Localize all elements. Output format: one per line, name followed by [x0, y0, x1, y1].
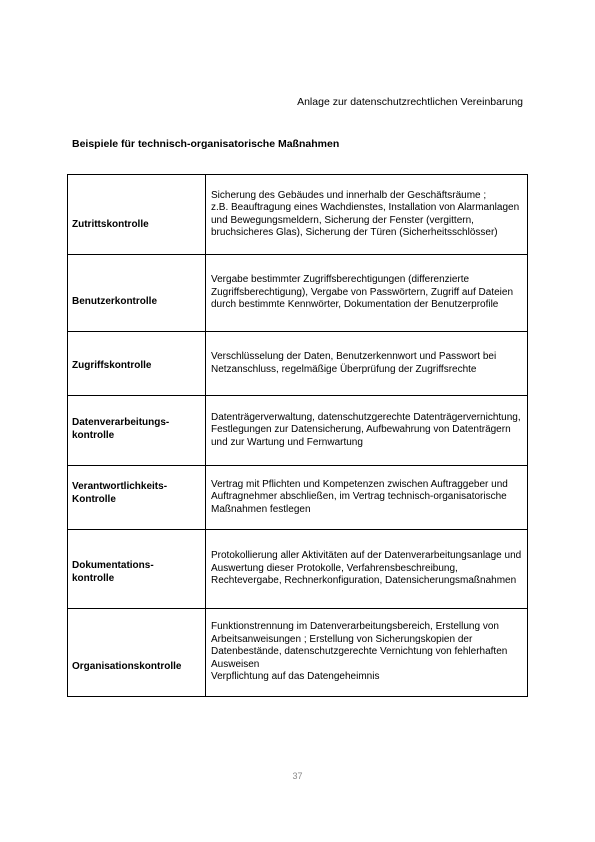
measure-description: Sicherung des Gebäudes und innerhalb der Geschäftsräume ; z.B. Beauftragung eines Wachdienstes, Installation von Alarmanlagen und Bewegungsmeldern, Sicherung der Fenster (vergittern, bruchsicheres Glas), Sicherung der Türen (Sicherheitsschlösser) [206, 175, 528, 255]
table-row [68, 396, 528, 466]
measure-description: Verschlüsselung der Daten, Benutzerkennwort und Passwort bei Netzanschluss, regelmäßige Überprüfung der Zugriffsrechte [206, 332, 528, 396]
measure-label: Benutzerkontrolle [68, 255, 206, 332]
measure-label: Datenverarbeitungs- kontrolle [68, 396, 206, 466]
table-row [68, 530, 528, 609]
measure-label: Verantwortlichkeits- Kontrolle [68, 466, 206, 530]
measure-label: Dokumentations- kontrolle [68, 530, 206, 609]
measure-label: Zugriffskontrolle [68, 332, 206, 396]
page-number: 37 [292, 771, 303, 781]
table-row [68, 609, 528, 697]
measure-label: Organisationskontrolle [68, 609, 206, 697]
section-heading: Beispiele für technisch-organisatorische Maßnahmen [72, 138, 340, 150]
measure-description: Vertrag mit Pflichten und Kompetenzen zwischen Auftraggeber und Auftragnehmer abschließen, im Vertrag technisch-organisatorische Maßnahmen festlegen [206, 466, 528, 530]
measure-description: Vergabe bestimmter Zugriffsberechtigungen (differenzierte Zugriffsberechtigung), Vergabe von Passwörtern, Zugriff auf Dateien durch bestimmte Kennwörter, Dokumentation der Benutzerprofile [206, 255, 528, 332]
table-row [68, 332, 528, 396]
document-header: Anlage zur datenschutzrechtlichen Vereinbarung [297, 96, 523, 108]
measure-description: Datenträgerverwaltung, datenschutzgerechte Datenträgervernichtung, Festlegungen zur Datensicherung, Aufbewahrung von Datenträgern und zur Wartung und Fernwartung [206, 396, 528, 466]
measure-label: Zutrittskontrolle [68, 175, 206, 255]
table-row [68, 255, 528, 332]
measure-description: Funktionstrennung im Datenverarbeitungsbereich, Erstellung von Arbeitsanweisungen ; Erstellung von Sicherungskopien der Datenbestände, datenschutzgerechte Vernichtung von fehlerhaften Ausweisen Verpflichtung auf das Datengeheimnis [206, 609, 528, 697]
measures-table [67, 174, 528, 697]
measure-description: Protokollierung aller Aktivitäten auf der Datenverarbeitungsanlage und Auswertung dieser Protokolle, Verfahrensbeschreibung, Rechtevergabe, Rechnerkonfiguration, Datensicherungsmaßnahmen [206, 530, 528, 609]
table-row [68, 175, 528, 255]
table-row [68, 466, 528, 530]
